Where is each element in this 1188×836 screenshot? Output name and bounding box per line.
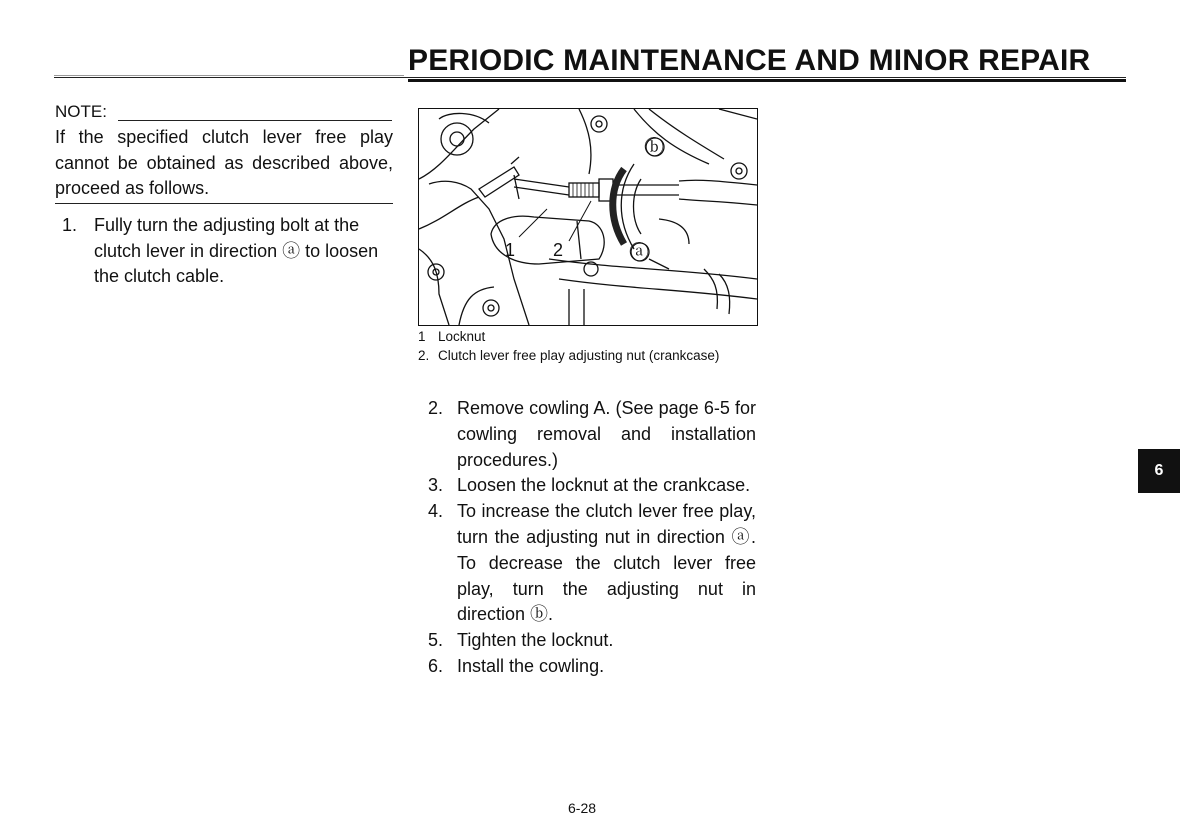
step-item	[428, 473, 756, 499]
step-item	[428, 396, 756, 473]
caption-text: Locknut	[438, 329, 486, 344]
caption-item	[418, 327, 758, 346]
clutch-adjust-illustration	[418, 108, 758, 326]
step-text: Tighten the locknut.	[457, 630, 614, 651]
step-number: 2.	[428, 398, 444, 418]
step-text: To increase the clutch lever free play, turn the adjusting nut in direction ⓐ. To decrease the clutch lever free play, turn the adjusting nut in direction ⓑ.	[457, 501, 756, 625]
note-end-rule	[55, 203, 393, 204]
callout-2: 2	[553, 240, 564, 260]
callout-a: ⓐ	[629, 240, 649, 264]
caption-item	[418, 346, 758, 365]
note-label-rule	[118, 120, 392, 121]
caption-text: Clutch lever free play adjusting nut (crankcase)	[438, 348, 720, 363]
figure-captions	[418, 327, 758, 365]
section-tab[interactable]: 6	[1138, 449, 1180, 493]
callout-b: ⓑ	[644, 135, 664, 159]
step-number: 5.	[428, 630, 444, 651]
page-number: 6-28	[568, 800, 597, 816]
page-title: PERIODIC MAINTENANCE AND MINOR REPAIR	[408, 44, 1091, 77]
header-rule-thick	[408, 79, 1126, 82]
step-text: Loosen the locknut at the crankcase.	[457, 475, 751, 496]
note-text: If the specified clutch lever free play cannot be obtained as described above, proceed as follows.	[55, 127, 393, 198]
step-item	[428, 628, 756, 654]
header-rule-faint	[54, 75, 404, 76]
step-text: Remove cowling A. (See page 6-5 for cowling removal and installation procedures.)	[457, 398, 756, 470]
right-step-list	[428, 396, 756, 680]
step-number: 6.	[428, 655, 444, 676]
step-number: 3.	[428, 475, 444, 496]
engine-line-drawing	[419, 109, 757, 325]
caption-number: 1	[418, 329, 426, 344]
step-number: 4.	[428, 501, 444, 522]
note-label: NOTE:	[55, 102, 107, 121]
step-number: 1.	[62, 215, 78, 235]
step-item	[62, 213, 394, 290]
header-rule	[54, 77, 1126, 78]
caption-number: 2.	[418, 348, 430, 363]
step-text: Install the cowling.	[457, 655, 605, 676]
step-text: Fully turn the adjusting bolt at the clutch lever in direction ⓐ to loosen the clutch cable.	[94, 215, 379, 286]
callout-1: 1	[505, 240, 516, 260]
step-item	[428, 654, 756, 680]
left-step-list	[62, 213, 394, 290]
step-item	[428, 499, 756, 628]
